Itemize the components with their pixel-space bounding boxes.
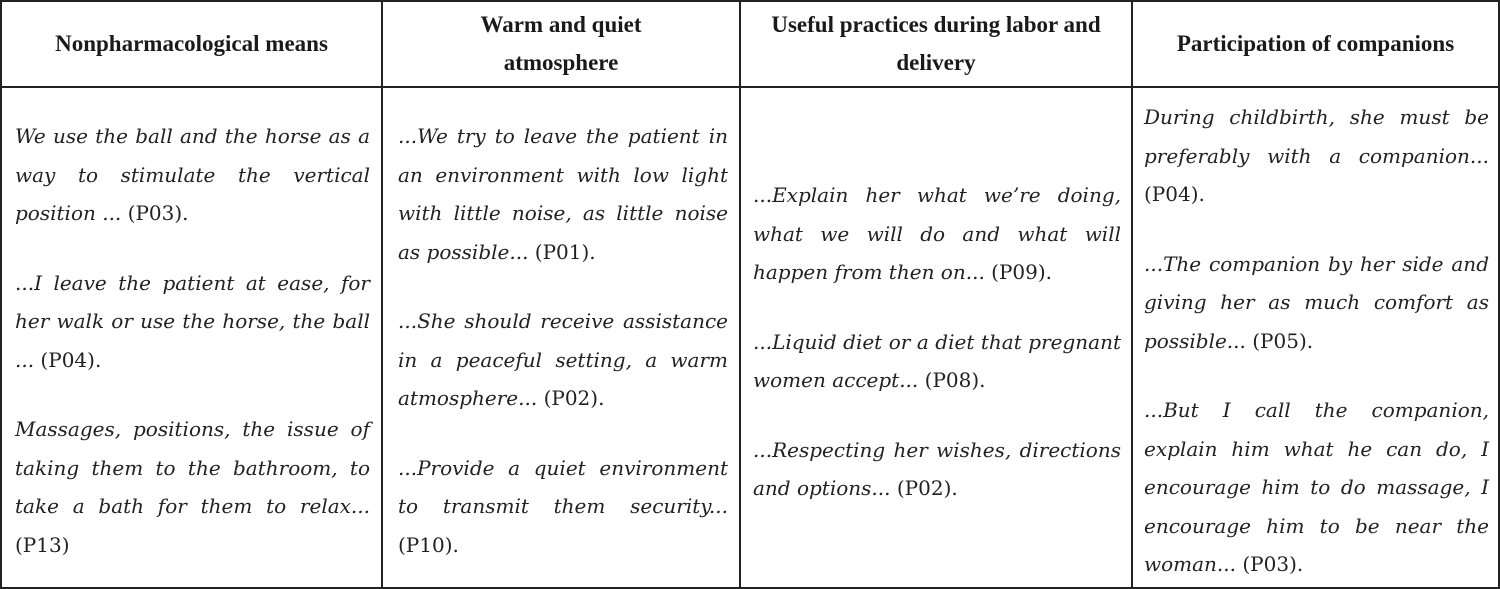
quote-text: We use the ball and the horse as a way to stimulate the vertical position ... — [15, 124, 370, 225]
quote-entry — [1144, 98, 1489, 214]
column-divider — [381, 2, 383, 587]
quote-entry — [15, 410, 370, 564]
quote-text: ...Liquid diet or a diet that pregnant women accept... — [753, 329, 1121, 392]
quote-entry — [398, 117, 728, 271]
participant-ref: (P04). — [1144, 182, 1205, 206]
quote-text: ...Respecting her wishes, directions and options... — [753, 437, 1121, 500]
participant-ref: (P03). — [1236, 552, 1304, 576]
participant-ref: (P13) — [15, 532, 70, 557]
quote-text: ...She should receive assistance in a peaceful setting, a warm atmosphere... — [398, 309, 728, 410]
header-useful-practices: Useful practices during labor and delivery — [771, 12, 1101, 75]
quote-text: ...I leave the patient at ease, for her walk or use the horse, the ball ... — [15, 270, 370, 372]
participant-ref: (P09). — [984, 260, 1053, 284]
quote-entry — [753, 431, 1121, 508]
column-useful-practices — [753, 176, 1121, 508]
participant-ref: (P05). — [1245, 328, 1314, 353]
quote-entry — [1144, 245, 1489, 361]
quote-entry — [15, 117, 370, 233]
quote-text: ...The companion by her side and giving her as much comfort as possible... — [1144, 251, 1489, 353]
quote-text: During childbirth, she must be preferably with a companion... — [1144, 105, 1489, 168]
participant-ref: (P01). — [528, 239, 596, 264]
participant-ref: (P03). — [121, 201, 189, 225]
quote-entry — [15, 264, 370, 380]
participant-ref: (P10). — [398, 532, 459, 557]
participant-ref: (P04). — [34, 347, 102, 372]
quote-entry — [753, 176, 1121, 292]
quote-entry — [398, 449, 728, 565]
quote-entry — [398, 302, 728, 418]
quote-text: ...We try to leave the patient in an environment with low light with little noise, as little noise as possible... — [398, 124, 728, 264]
header-nonpharmacological-means: Nonpharmacological means — [55, 31, 328, 56]
column-warm-quiet-atmosphere — [398, 117, 728, 564]
header-warm-quiet-atmosphere: Warm and quiet atmosphere — [480, 12, 642, 75]
header-divider — [2, 86, 1498, 88]
quote-text: Massages, positions, the issue of taking them to the bathroom, to take a bath for them to relax... — [15, 417, 370, 518]
participant-ref: (P02). — [890, 476, 958, 500]
quote-text: ...Provide a quiet environment to transmit them security... — [398, 455, 728, 518]
column-divider — [739, 2, 741, 587]
participant-ref: (P02). — [537, 386, 605, 410]
column-participation-companions — [1144, 98, 1489, 584]
quote-text: ...Explain her what we’re doing, what we will do and what will happen from then on... — [753, 183, 1121, 284]
column-nonpharmacological-means — [15, 117, 370, 564]
quote-entry — [753, 323, 1121, 400]
header-participation-companions: Participation of companions — [1176, 31, 1455, 56]
column-divider — [1131, 2, 1133, 587]
quote-text: ...But I call the companion, explain him what he can do, I encourage him to do massage, I encourage him to be near the woman... — [1144, 398, 1489, 576]
quote-entry — [1144, 391, 1489, 584]
participant-ref: (P08). — [918, 368, 986, 392]
